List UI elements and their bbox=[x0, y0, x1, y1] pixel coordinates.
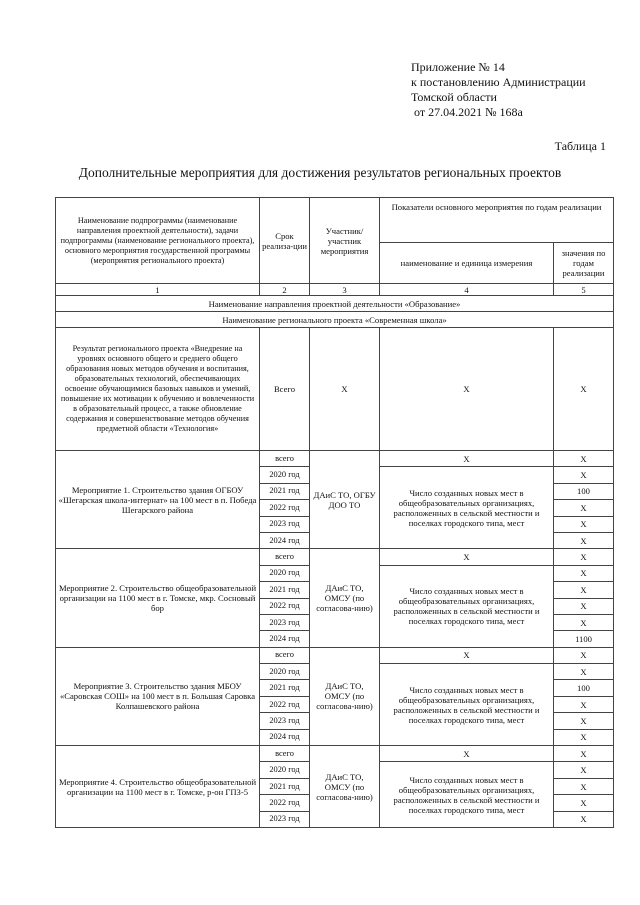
measure-value: Х bbox=[554, 778, 614, 794]
section-direction: Наименование направления проектной деятельности «Образование» bbox=[56, 296, 614, 312]
header-col2: Срок реализа-ции bbox=[260, 198, 310, 284]
header-col5: значения по годам реализации bbox=[554, 243, 614, 284]
result-indicator: Х bbox=[380, 328, 554, 451]
measure-total-indicator: Х bbox=[380, 451, 554, 467]
measure-name: Мероприятие 2. Строительство общеобразовательной организации на 1100 мест в г. Томске, мкр. Сосновый бор bbox=[56, 549, 260, 647]
result-text: Результат регионального проекта «Внедрение на уровнях основного общего и среднего общего образования новых методов обучения и воспитания, образовательных технологий, обеспечивающих освоение обучающимися базовых навыков и умений, повышение их мотивации к обучению и вовлеченности в образовательный процесс, а также обновление содержания и совершенствование методов обучения предметной области «Технология» bbox=[56, 328, 260, 451]
result-participant: Х bbox=[310, 328, 380, 451]
measure-participant: ДАиС ТО, ОМСУ (по согласова-нию) bbox=[310, 549, 380, 647]
appendix-line: от 27.04.2021 № 168а bbox=[411, 105, 523, 119]
measure-year: всего bbox=[260, 647, 310, 663]
measure-year: 2020 год bbox=[260, 565, 310, 581]
table-row bbox=[56, 549, 614, 565]
measure-value: Х bbox=[554, 565, 614, 581]
measure-value: Х bbox=[554, 598, 614, 614]
measure-value: Х bbox=[554, 582, 614, 598]
measure-participant: ДАиС ТО, ОМСУ (по согласова-нию) bbox=[310, 746, 380, 828]
header-indicators: Показатели основного мероприятия по годам реализации bbox=[380, 198, 614, 243]
measure-value: Х bbox=[554, 451, 614, 467]
measure-value: Х bbox=[554, 614, 614, 630]
measure-total-indicator: Х bbox=[380, 647, 554, 663]
measure-year: 2022 год bbox=[260, 500, 310, 516]
result-term: Всего bbox=[260, 328, 310, 451]
measure-year: 2023 год bbox=[260, 811, 310, 827]
table-row bbox=[56, 746, 614, 762]
measure-value: Х bbox=[554, 811, 614, 827]
measure-value: Х bbox=[554, 500, 614, 516]
measure-year: 2023 год bbox=[260, 614, 310, 630]
measure-total-indicator: Х bbox=[380, 549, 554, 565]
measure-value: 100 bbox=[554, 680, 614, 696]
table-row bbox=[56, 647, 614, 663]
measure-year: всего bbox=[260, 549, 310, 565]
measure-year: 2024 год bbox=[260, 729, 310, 745]
document-title: Дополнительные мероприятия для достижения результатов региональных проектов bbox=[78, 165, 562, 180]
measure-value: Х bbox=[554, 729, 614, 745]
measure-year: 2023 год bbox=[260, 516, 310, 532]
measure-name: Мероприятие 3. Строительство здания МБОУ «Саровская СОШ» на 100 мест в п. Большая Саровка Колпашевского района bbox=[56, 647, 260, 745]
header-number: 2 bbox=[260, 284, 310, 296]
appendix-line: Томской области bbox=[411, 90, 497, 104]
measure-value: Х bbox=[554, 467, 614, 483]
result-value: Х bbox=[554, 328, 614, 451]
measure-year: 2023 год bbox=[260, 713, 310, 729]
measure-year: 2021 год bbox=[260, 582, 310, 598]
measure-year: всего bbox=[260, 746, 310, 762]
measure-value: Х bbox=[554, 664, 614, 680]
header-col3: Участник/ участник мероприятия bbox=[310, 198, 380, 284]
table-label: Таблица 1 bbox=[554, 139, 606, 153]
measure-indicator: Число созданных новых мест в общеобразовательных организациях, расположенных в сельской местности и поселках городского типа, мест bbox=[380, 467, 554, 549]
measure-value: 100 bbox=[554, 483, 614, 499]
measure-year: 2022 год bbox=[260, 598, 310, 614]
measure-value: 1100 bbox=[554, 631, 614, 647]
measure-year: 2021 год bbox=[260, 483, 310, 499]
measure-name: Мероприятие 1. Строительство здания ОГБОУ «Шегарская школа-интернат» на 100 мест в п. Победа Шегарского района bbox=[56, 451, 260, 549]
measure-value: Х bbox=[554, 795, 614, 811]
measure-year: 2024 год bbox=[260, 631, 310, 647]
header-number: 3 bbox=[310, 284, 380, 296]
measure-value: Х bbox=[554, 647, 614, 663]
table-row bbox=[56, 451, 614, 467]
measure-value: Х bbox=[554, 746, 614, 762]
measure-indicator: Число созданных новых мест в общеобразовательных организациях, расположенных в сельской местности и поселках городского типа, мест bbox=[380, 565, 554, 647]
header-number: 4 bbox=[380, 284, 554, 296]
measure-year: 2022 год bbox=[260, 795, 310, 811]
measure-value: Х bbox=[554, 532, 614, 548]
measure-value: Х bbox=[554, 696, 614, 712]
appendix-line: к постановлению Администрации bbox=[411, 75, 586, 89]
measure-value: Х bbox=[554, 762, 614, 778]
header-col4: наименование и единица измерения bbox=[380, 243, 554, 284]
measure-indicator: Число созданных новых мест в общеобразовательных организациях, расположенных в сельской местности и поселках городского типа, мест bbox=[380, 664, 554, 746]
measure-value: Х bbox=[554, 549, 614, 565]
header-number: 1 bbox=[56, 284, 260, 296]
appendix-block bbox=[411, 60, 586, 120]
header-number: 5 bbox=[554, 284, 614, 296]
measure-year: 2020 год bbox=[260, 762, 310, 778]
measure-year: 2021 год bbox=[260, 778, 310, 794]
appendix-line: Приложение № 14 bbox=[411, 60, 505, 74]
measure-year: 2024 год bbox=[260, 532, 310, 548]
measure-year: 2020 год bbox=[260, 467, 310, 483]
measure-value: Х bbox=[554, 516, 614, 532]
measure-participant: ДАиС ТО, ОГБУ ДОО ТО bbox=[310, 451, 380, 549]
measure-year: 2022 год bbox=[260, 696, 310, 712]
section-project: Наименование регионального проекта «Современная школа» bbox=[56, 312, 614, 328]
header-col1: Наименование подпрограммы (наименование направления проектной деятельности), задачи подпрограммы (наименование регионального проекта), основного мероприятия государственной программы (мероприятия регионального проекта) bbox=[56, 198, 260, 284]
measure-indicator: Число созданных новых мест в общеобразовательных организациях, расположенных в сельской местности и поселках городского типа, мест bbox=[380, 762, 554, 828]
measure-total-indicator: Х bbox=[380, 746, 554, 762]
measure-value: Х bbox=[554, 713, 614, 729]
measure-year: всего bbox=[260, 451, 310, 467]
measure-participant: ДАиС ТО, ОМСУ (по согласова-нию) bbox=[310, 647, 380, 745]
measure-name: Мероприятие 4. Строительство общеобразовательной организации на 1100 мест в г. Томске, р-он ГПЗ-5 bbox=[56, 746, 260, 828]
measure-year: 2020 год bbox=[260, 664, 310, 680]
measures-table bbox=[55, 197, 614, 828]
measure-year: 2021 год bbox=[260, 680, 310, 696]
